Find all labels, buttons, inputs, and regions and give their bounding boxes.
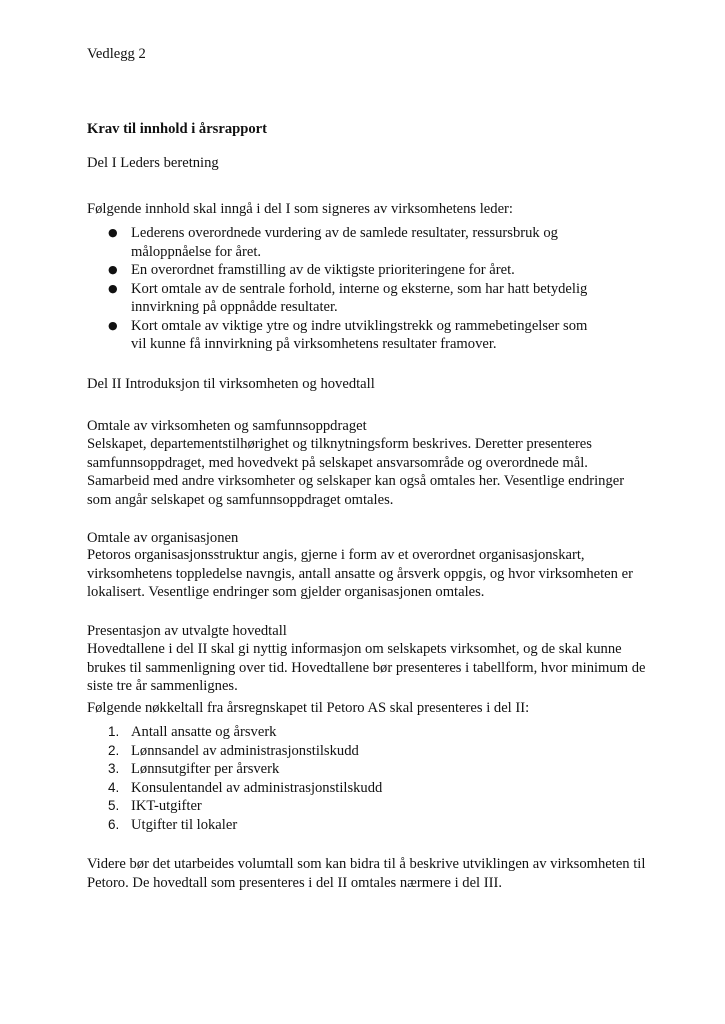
part1-intro: Følgende innhold skal inngå i del I som signeres av virksomhetens leder:	[87, 201, 513, 217]
list-item-text: En overordnet framstilling av de viktigste prioriteringene for året.	[131, 262, 515, 278]
list-number: 5.	[108, 798, 120, 813]
list-item	[87, 742, 647, 761]
list-item-text: Kort omtale av viktige ytre og indre utviklingstrekk og rammebetingelser som vil kunne få innvirkning på virksomhetens resultater framover.	[131, 317, 588, 352]
document-title: Krav til innhold i årsrapport	[87, 121, 268, 137]
closing-paragraph: Videre bør det utarbeides volumtall som kan bidra til å beskrive utviklingen av virksomheten til Petoro. De hovedtall som presenteres i del II omtales nærmere i del III.	[87, 856, 646, 891]
list-item-text: Lønnsutgifter per årsverk	[131, 761, 280, 777]
list-item-text: Antall ansatte og årsverk	[131, 724, 277, 740]
appendix-label: Vedlegg 2	[87, 46, 146, 62]
list-number: 3.	[108, 761, 120, 776]
list-number: 2.	[108, 742, 120, 758]
list-item	[87, 779, 647, 798]
part1-heading: Del I Leders beretning	[87, 155, 219, 171]
bullet-icon: ●	[108, 281, 118, 295]
section-subheading: Presentasjon av utvalgte hovedtall	[87, 623, 287, 639]
section-subheading: Omtale av virksomheten og samfunnsoppdraget	[87, 418, 367, 434]
bullet-icon: ●	[108, 263, 118, 276]
bullet-icon: ●	[108, 226, 118, 239]
section-body: Selskapet, departementstilhørighet og tilknytningsform beskrives. Deretter presenteres samfunnsoppdraget, med hovedvekt på selskapet ansvarsområde og overordnede mål. Samarbeid med andre virksomheter og selskaper kan også omtales her. Vesentlige endringer som angår selskapet og samfunnsoppdraget omtales.	[87, 436, 625, 508]
part1-bullet-list	[87, 224, 647, 354]
list-item-text: Konsulentandel av administrasjonstilskudd	[131, 779, 383, 796]
list-number: 1.	[108, 724, 120, 739]
list-item	[87, 317, 601, 354]
section-body: Petoros organisasjonsstruktur angis, gjerne i form av et overordnet organisasjonskart, virksomhetens toppledelse navngis, antall ansatte og årsverk oppgis, og hvor virksomheten er lokalisert. Vesentlige endringer som gjelder organisasjonen omtales.	[87, 547, 633, 600]
list-item	[87, 723, 647, 742]
list-item-text: Lønnsandel av administrasjonstilskudd	[131, 742, 359, 759]
list-item	[87, 224, 601, 261]
part2-heading: Del II Introduksjon til virksomheten og hovedtall	[87, 376, 375, 392]
list-item	[87, 797, 647, 816]
list-number: 4.	[108, 779, 120, 795]
list-item	[87, 760, 647, 779]
section-body: Hovedtallene i del II skal gi nyttig informasjon om selskapets virksomhet, og de skal kunne brukes til sammenligning over tid. Hovedtallene bør presenteres i tabellform, hvor minimum de siste tre år sammenlignes.	[87, 641, 646, 694]
list-number: 6.	[108, 816, 120, 832]
list-item-text: IKT-utgifter	[131, 798, 202, 814]
key-figures-list	[87, 723, 647, 834]
list-item	[87, 280, 601, 317]
key-figures-intro: Følgende nøkkeltall fra årsregnskapet til Petoro AS skal presenteres i del II:	[87, 700, 530, 716]
bullet-icon: ●	[108, 318, 118, 332]
list-item-text: Utgifter til lokaler	[131, 816, 238, 833]
list-item	[87, 261, 601, 280]
section-subheading: Omtale av organisasjonen	[87, 530, 239, 546]
list-item-text: Kort omtale av de sentrale forhold, interne og eksterne, som har hatt betydelig innvirkning på oppnådde resultater.	[131, 280, 588, 315]
list-item	[87, 816, 647, 835]
list-item-text: Lederens overordnede vurdering av de samlede resultater, ressursbruk og måloppnåelse for året.	[131, 225, 558, 260]
